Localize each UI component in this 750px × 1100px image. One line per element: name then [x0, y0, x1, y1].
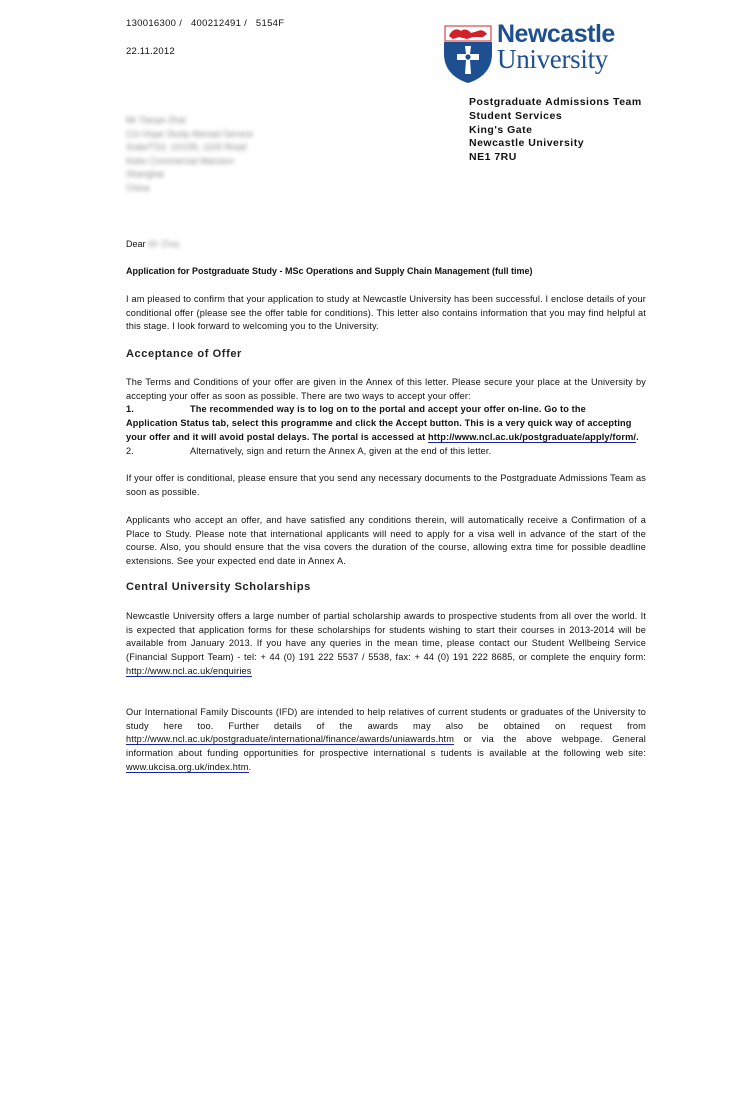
salutation: [126, 239, 181, 249]
logo-text-university: University: [497, 44, 608, 74]
recipient-address-redacted: [126, 114, 253, 195]
ifd-text-cont: or via the above webpage. General information about funding opportunities for prospective international s tudents is available at the following web site:: [126, 734, 646, 759]
ifd-text: Our International Family Discounts (IFD) are intended to help relatives of current students or graduates of the University to study here too. Further details of the awards may also be obtained on request from: [126, 707, 646, 731]
recipient-address-line: Shanghai: [126, 169, 165, 179]
uniawards-link[interactable]: http://www.ncl.ac.uk/postgraduate/international/finance/awards/uniawards.htm: [126, 734, 455, 745]
ifd-paragraph: [126, 706, 646, 775]
recipient-address-line: Kebo Commercial Mansion: [126, 155, 235, 166]
letter-date: 22.11.2012: [126, 46, 175, 57]
scholarships-text: Newcastle University offers a large number of partial scholarship awards to prospective students from all over the world. It is expected that application forms for these scholarships for students wishing to start their courses in 2013-2014 will be available from January 2013. If you have any queries in the mean time, please contact our Student Wellbeing Service (Financial Support Team) - tel: + 44 (0) 191 222 5537 / 5538, fax: + 44 (0) 191 222 8685, or complete the enquiry form:: [126, 611, 646, 663]
confirmation-paragraph: Applicants who accept an offer, and have satisfied any conditions therein, will automatically receive a Confirmation of a Place to Study. Please note that international applicants will need to apply for a visa well in advance of the start of the course. Also, you should ensure that the visa covers the duration of the course, allowing extra time for possible deadline extensions. See your expected end date in Annex A.: [126, 515, 646, 567]
option-1-line2: Application Status tab, select this programme and click the Accept button. This is a very quick way of accepting: [126, 418, 632, 429]
option-1-text: The recommended way is to log on to the portal and accept your offer on-line. Go to the: [190, 404, 586, 415]
scholarships-paragraph: [126, 610, 646, 679]
letter-subject: Application for Postgraduate Study - MSc Operations and Supply Chain Management (full time): [126, 266, 533, 276]
recipient-address-line: C/o Hope Study Abroad Service: [126, 128, 254, 139]
university-shield-icon: [443, 24, 493, 84]
period: .: [248, 761, 252, 772]
conditional-paragraph: If your offer is conditional, please ensure that you send any necessary documents to the Postgraduate Admissions Team as soon as possible.: [126, 473, 646, 497]
recipient-address-line: China: [126, 182, 150, 193]
option-1: [126, 403, 646, 417]
option-1-text-end: your offer and it will avoid postal delays. The portal is accessed at: [126, 431, 429, 442]
recipient-address-line: Suite/TS3, 10/195, 1100 Road: [126, 142, 247, 152]
sender-address-line: Student Services: [469, 109, 563, 122]
portal-link[interactable]: http://www.ncl.ac.uk/postgraduate/apply/form/: [428, 431, 637, 442]
sender-address-line: Newcastle University: [469, 137, 585, 150]
acceptance-paragraph: [126, 376, 646, 458]
recipient-address-line: Mr Tianye Zhai: [126, 115, 186, 125]
sender-address: [469, 96, 642, 165]
option-1-number: 1.: [126, 404, 134, 415]
salutation-prefix: Dear: [126, 239, 146, 249]
option-2: [126, 445, 646, 459]
intro-paragraph: I am pleased to confirm that your application to study at Newcastle University has been successful. I enclose details of your conditional offer (please see the offer table for conditions). This letter also contains information that you may find helpful at this stage. I look forward to welcoming you to the University.: [126, 294, 646, 332]
salutation-name-redacted: Mr Zhai,: [148, 239, 182, 249]
ukcisa-link[interactable]: www.ukcisa.org.uk/index.htm: [126, 761, 249, 772]
sender-address-line: Postgraduate Admissions Team: [469, 96, 642, 108]
logo-text-newcastle: Newcastle: [497, 20, 615, 48]
reference-numbers: 130016300 / 400212491 / 5154F: [126, 18, 285, 29]
sender-address-line: King's Gate: [469, 123, 533, 136]
option-2-text: Alternatively, sign and return the Annex A, given at the end of this letter.: [190, 445, 492, 456]
acceptance-intro-text: The Terms and Conditions of your offer are given in the Annex of this letter. Please secure your place at the University by accepting your offer as soon as possible. There are two ways to accept your offer:: [126, 377, 646, 401]
enquiries-link[interactable]: http://www.ncl.ac.uk/enquiries: [126, 665, 252, 676]
option-1-line3: [126, 431, 646, 445]
university-logo: [443, 20, 623, 86]
option-2-number: 2.: [126, 445, 134, 456]
period: .: [636, 431, 639, 442]
sender-address-line: NE1 7RU: [469, 151, 517, 164]
scholarships-heading: Central University Scholarships: [126, 581, 311, 593]
acceptance-heading: Acceptance of Offer: [126, 348, 242, 360]
